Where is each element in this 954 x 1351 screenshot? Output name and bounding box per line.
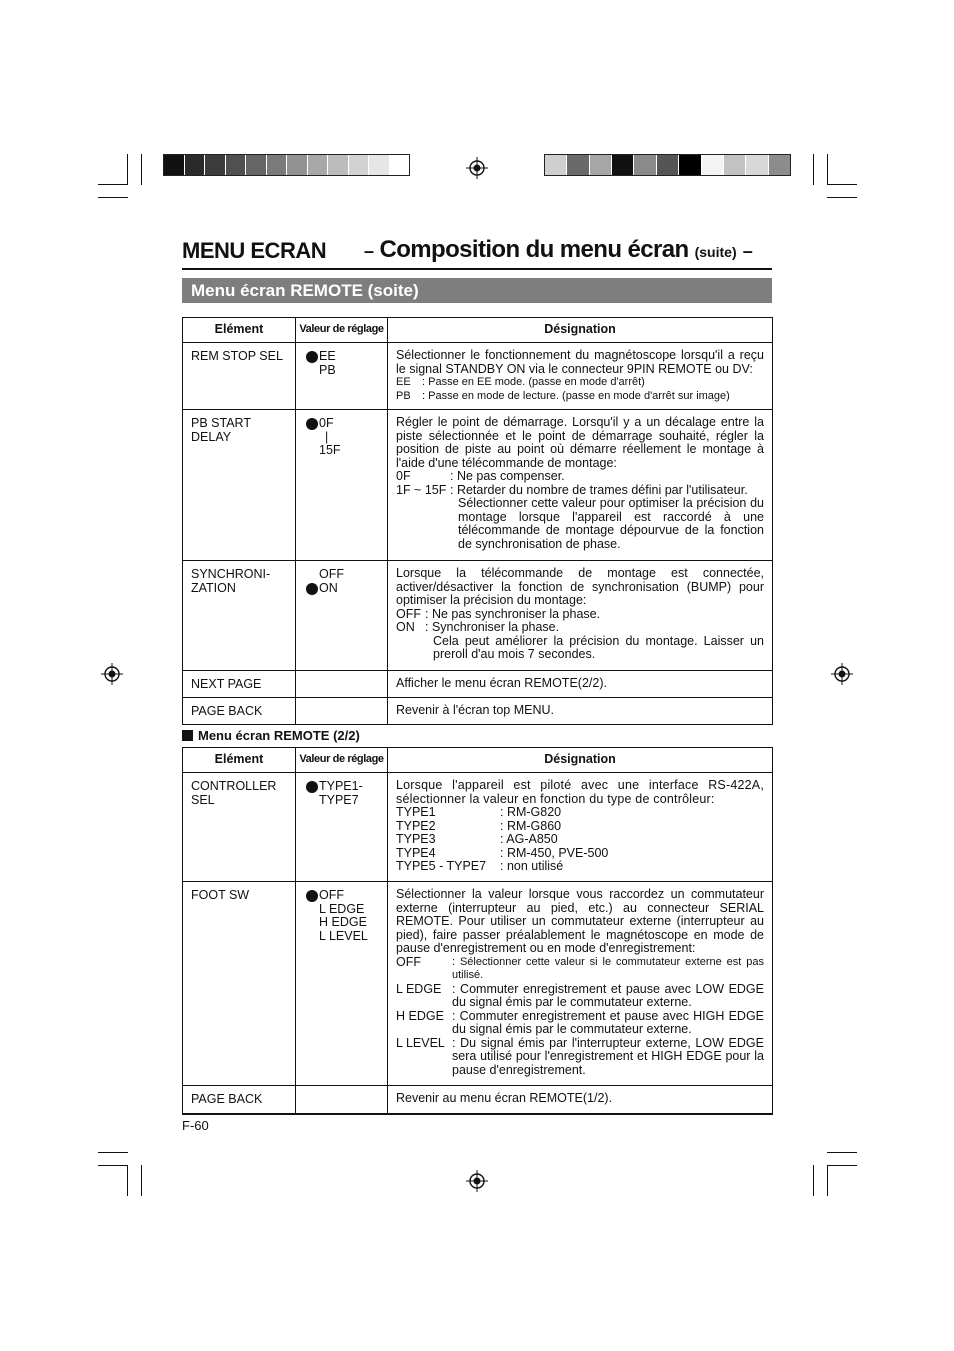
- color-swatch: [701, 155, 723, 175]
- value-cell: EE PB: [296, 343, 388, 410]
- header-valeur: Valeur de réglage: [296, 748, 388, 773]
- color-swatch: [545, 155, 566, 175]
- table-header-row: [183, 318, 773, 343]
- table-row: [183, 882, 773, 1086]
- table-row: [183, 698, 773, 725]
- designation-cell: Sélectionner le fonctionnement du magnétoscope lorsqu'il a reçu le signal STANDBY ON via le connecteur 9PIN REMOTE ou DV: EE : Passe en EE mode. (passe en mode d'arrêt) PB : Passe en mode de lecture. (passe en mode d'arrêt sur image): [388, 343, 773, 410]
- section-title: Menu écran REMOTE (soite): [182, 278, 772, 303]
- designation-cell: Sélectionner la valeur lorsque vous raccordez un commutateur externe (interrupteur au pied, etc.) au connecteur SERIAL REMOTE. Pour utiliser un commutateur externe (interrupteur au pied), faire passer préalablement le magnétoscope en mode de pause d'enregistrement ou en mode d'enregistrement: OFF : Sélectionner cette valeur si le commutateur externe est pas utilisé. L EDGE : Commuter enregistrement et pause avec LOW EDGE du signal émis par le commutateur externe. H EDGE : Commuter enregistrement et pause avec HIGH EDGE du signal émis par le commutateur externe. L LEVEL : Du signal émis par l'interrupteur externe, LOW EDGE sera utilisé pour l'enregistrement et HIGH EDGE pour la pause d'enregistrement.: [388, 882, 773, 1086]
- grayscale-bar-left: [163, 154, 410, 176]
- value-cell: TYPE1- TYPE7: [296, 773, 388, 882]
- color-swatch: [204, 155, 225, 175]
- color-swatch: [327, 155, 348, 175]
- default-bullet-icon: [306, 781, 318, 793]
- element-cell: PB START DELAY: [183, 410, 296, 561]
- color-swatch: [611, 155, 633, 175]
- value-cell: OFF ON: [296, 561, 388, 671]
- color-swatch: [656, 155, 678, 175]
- designation-cell: Afficher le menu écran REMOTE(2/2).: [388, 671, 773, 698]
- element-cell: NEXT PAGE: [183, 671, 296, 698]
- color-swatch: [768, 155, 790, 175]
- registration-mark-icon: [101, 663, 123, 685]
- color-swatch: [307, 155, 328, 175]
- element-cell: SYNCHRONI-ZATION: [183, 561, 296, 671]
- registration-mark-icon: [466, 1170, 488, 1192]
- color-swatch: [389, 155, 410, 175]
- table-row: [183, 561, 773, 671]
- table-header-row: [183, 748, 773, 773]
- default-bullet-icon: [306, 351, 318, 363]
- designation-cell: Revenir au menu écran REMOTE(1/2).: [388, 1086, 773, 1114]
- table-row: [183, 410, 773, 561]
- square-bullet-icon: [182, 730, 193, 741]
- table-row: [183, 1086, 773, 1114]
- designation-cell: Lorsque l'appareil est piloté avec une interface RS-422A, sélectionner la valeur en fonction du type de contrôleur: TYPE1 : RM-G820 TYPE2 : RM-G860 TYPE3 : AG-A850 TYPE4 : RM-450, PVE-500 TYPE5 - TYPE7 : non utilisé: [388, 773, 773, 882]
- color-swatch: [184, 155, 205, 175]
- value-cell: [296, 671, 388, 698]
- element-cell: CONTROLLER SEL: [183, 773, 296, 882]
- color-swatch: [723, 155, 745, 175]
- element-cell: REM STOP SEL: [183, 343, 296, 410]
- element-cell: PAGE BACK: [183, 698, 296, 725]
- header-designation: Désignation: [388, 318, 773, 343]
- table-row: [183, 343, 773, 410]
- registration-mark-icon: [466, 157, 488, 179]
- color-swatch: [348, 155, 369, 175]
- color-swatch: [745, 155, 767, 175]
- color-swatch: [225, 155, 246, 175]
- page-header: [182, 236, 772, 270]
- designation-cell: Revenir à l'écran top MENU.: [388, 698, 773, 725]
- page-number: F-60: [182, 1118, 209, 1133]
- element-cell: FOOT SW: [183, 882, 296, 1086]
- header-designation: Désignation: [388, 748, 773, 773]
- registration-mark-icon: [831, 663, 853, 685]
- value-cell: 0F | 15F: [296, 410, 388, 561]
- grayscale-bar-right: [544, 154, 791, 176]
- value-cell: OFF L EDGE H EDGE L LEVEL: [296, 882, 388, 1086]
- designation-cell: Lorsque la télécommande de montage est connectée, activer/désactiver la fonction de synchronisation (BUMP) pour optimiser la précision du montage: OFF : Ne pas synchroniser la phase. ON : Synchroniser la phase. Cela peut améliorer la précision du montage. Laisser un preroll d'au mois 7 secondes.: [388, 561, 773, 671]
- color-swatch: [633, 155, 655, 175]
- header-element: Elément: [183, 318, 296, 343]
- color-swatch: [286, 155, 307, 175]
- value-cell: [296, 1086, 388, 1114]
- color-swatch: [245, 155, 266, 175]
- default-bullet-icon: [306, 418, 318, 430]
- table-row: [183, 671, 773, 698]
- color-swatch: [266, 155, 287, 175]
- color-swatch: [164, 155, 184, 175]
- menu-title: MENU ECRAN: [182, 238, 327, 263]
- element-cell: PAGE BACK: [183, 1086, 296, 1114]
- default-bullet-icon: [306, 890, 318, 902]
- color-swatch: [589, 155, 611, 175]
- color-swatch: [368, 155, 389, 175]
- table-row: [183, 773, 773, 882]
- remote-menu-table-1: [182, 317, 773, 725]
- header-valeur: Valeur de réglage: [296, 318, 388, 343]
- value-cell: [296, 698, 388, 725]
- composition-title: – Composition du menu écran (suite) –: [364, 236, 753, 263]
- remote-menu-table-2: [182, 747, 773, 1115]
- color-swatch: [678, 155, 700, 175]
- header-element: Elément: [183, 748, 296, 773]
- color-swatch: [566, 155, 588, 175]
- default-bullet-icon: [306, 583, 318, 595]
- designation-cell: Régler le point de démarrage. Lorsqu'il y a un décalage entre la piste sélectionnée et le point de démarrage souhaité, régler la position de piste au point où démarre réellement le montage à l'aide d'une télécommande de montage: 0F : Ne pas compenser. 1F ~ 15F : Retarder du nombre de trames défini par l'utilisateur. Sélectionner cette valeur pour optimiser la précision du montage lorsque l'appareil est raccordé à une télécommande de montage dépourvue de la fonction de synchronisation de phase.: [388, 410, 773, 561]
- subsection-title: Menu écran REMOTE (2/2): [182, 728, 360, 743]
